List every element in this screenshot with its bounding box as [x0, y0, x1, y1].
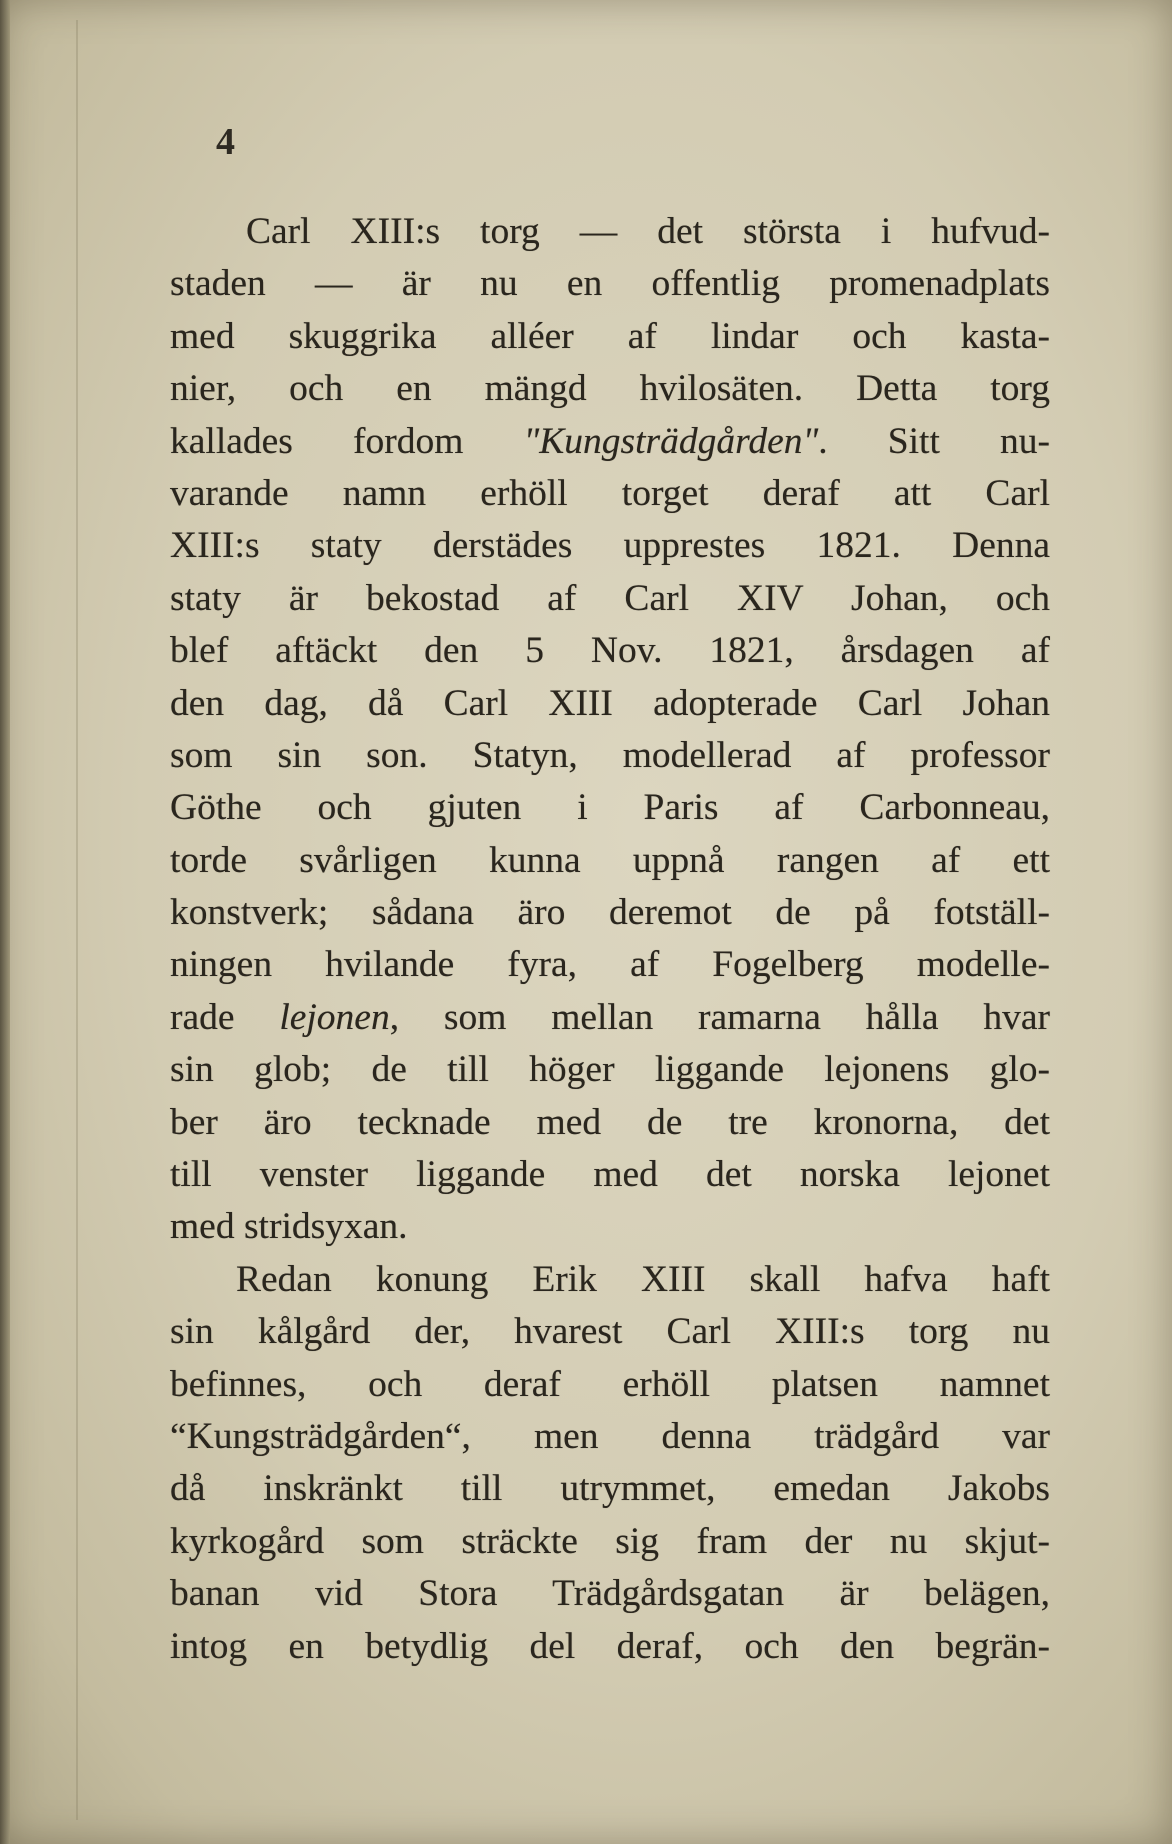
text-line: ningen hvilande fyra, af Fogelberg modelle- [170, 944, 1050, 986]
text-fragment: kallades fordom [170, 420, 524, 462]
text-line: ber äro tecknade med de tre kronorna, det [170, 1101, 1050, 1143]
text-line: intog en betydlig del deraf, och den begrän- [170, 1625, 1050, 1667]
text-line: Carl XIII:s torg — det största i hufvud- [246, 211, 1050, 252]
text-line: med skuggrika alléer af lindar och kasta- [170, 315, 1050, 357]
text-line: staty är bekostad af Carl XIV Johan, och [170, 577, 1050, 619]
page-fold [76, 20, 78, 1820]
page-number: 4 [216, 121, 235, 163]
text-line [170, 416, 1050, 468]
text-line: blef aftäckt den 5 Nov. 1821, årsdagen af [170, 630, 1050, 672]
text-line: då inskränkt till utrymmet, emedan Jakobs [170, 1468, 1050, 1510]
text-fragment: rade [170, 996, 280, 1038]
text-line: kyrkogård som sträckte sig fram der nu skjut- [170, 1520, 1050, 1562]
text-line: sin kålgård der, hvarest Carl XIII:s torg nu [170, 1311, 1050, 1353]
text-line: torde svårligen kunna uppnå rangen af ett [170, 839, 1050, 881]
text-fragment: . Sitt nu- [818, 420, 1050, 462]
text-line: den dag, då Carl XIII adopterade Carl Johan [170, 682, 1050, 724]
text-line [170, 992, 1050, 1044]
italic-term: lejonen [279, 996, 390, 1038]
text-line: Redan konung Erik XIII skall hafva haft [236, 1258, 1050, 1300]
page-edge [0, 0, 10, 1844]
text-line: konstverk; sådana äro deremot de på fotställ- [170, 892, 1050, 934]
text-line: nier, och en mängd hvilosäten. Detta torg [170, 368, 1050, 410]
body-text [170, 206, 1050, 1673]
text-fragment: , som mellan ramarna hålla hvar [389, 996, 1050, 1038]
text-line: till venster liggande med det norska lejonet [170, 1154, 1050, 1196]
text-line: Göthe och gjuten i Paris af Carbonneau, [170, 787, 1050, 829]
text-line: med stridsyxan. [170, 1206, 408, 1248]
text-line: staden — är nu en offentlig promenadplats [170, 263, 1050, 305]
text-line: “Kungsträdgården“, men denna trädgård var [170, 1415, 1050, 1457]
text-line: sin glob; de till höger liggande lejonens glo- [170, 1049, 1050, 1091]
text-line: XIII:s staty derstädes upprestes 1821. Denna [170, 525, 1050, 567]
text-line: befinnes, och deraf erhöll platsen namnet [170, 1363, 1050, 1405]
text-line: som sin son. Statyn, modellerad af professor [170, 734, 1050, 776]
text-line: banan vid Stora Trädgårdsgatan är belägen, [170, 1573, 1050, 1615]
italic-term: "Kungsträdgården" [523, 420, 819, 462]
text-line: varande namn erhöll torget deraf att Carl [170, 472, 1050, 514]
